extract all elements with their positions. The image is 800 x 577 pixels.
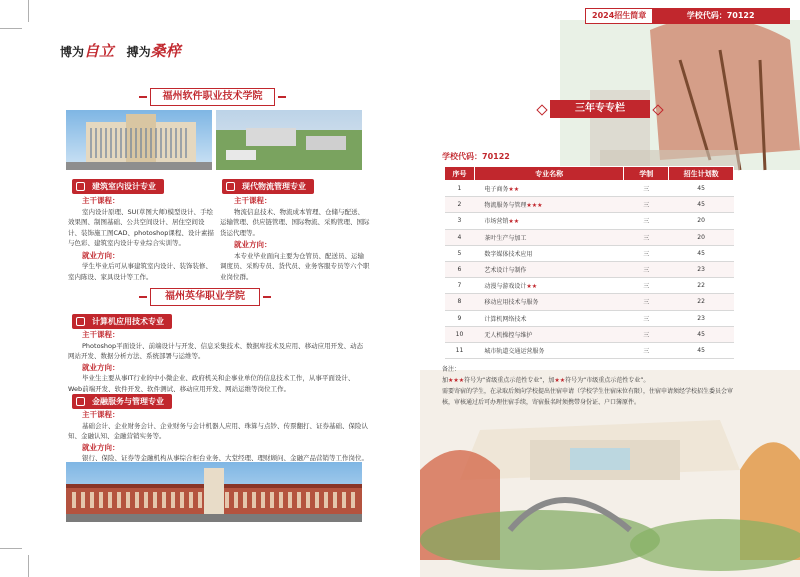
crop-mark: [28, 555, 29, 577]
row-number: 7: [445, 278, 475, 294]
table-row: [445, 213, 734, 229]
right-page: [420, 0, 800, 577]
enrollment-plan: 45: [669, 245, 734, 261]
study-years: 三: [624, 245, 669, 261]
study-years: 三: [624, 213, 669, 229]
book-icon: [76, 182, 85, 191]
slogan: 博为自立 搏为桑梓: [60, 42, 181, 60]
row-number: 9: [445, 310, 475, 326]
row-number: 5: [445, 245, 475, 261]
row-number: 6: [445, 261, 475, 277]
column-header: 学制: [624, 167, 669, 181]
row-number: 11: [445, 342, 475, 358]
table-row: [445, 197, 734, 213]
table-row: [445, 278, 734, 294]
major-name: 物流服务与管理★★★: [474, 197, 623, 213]
major-name: 计算机网络技术: [474, 310, 623, 326]
row-number: 10: [445, 326, 475, 342]
major-name: 动漫与游戏设计★★: [474, 278, 623, 294]
row-number: 8: [445, 294, 475, 310]
coin-icon: [76, 397, 85, 406]
campus-photo-software: [66, 110, 212, 170]
crop-mark: [0, 548, 22, 549]
table-row: [445, 326, 734, 342]
school-code: 学校代码：70122: [442, 152, 510, 161]
row-number: 3: [445, 213, 475, 229]
enrollment-plan: 45: [669, 197, 734, 213]
notes-star-legend: 加★★★符号为“省级重点示范性专业”，加★★符号为“市级重点示范性专业”。: [442, 377, 650, 384]
major-desc-finance: 主干课程： 基础会计、企业财务会计、企业财务与会计机器人应用、珠算与点钞、传票翻打、证券基础、保险认知、金融认知、金融营销实务等。 就业方向： 银行、保险、证券等金融机构从事综合柜台业务、大堂经理、理财顾问、金融产品营销等工作岗位。: [68, 410, 368, 462]
campus-aerial-photo: [216, 110, 362, 170]
major-name: 数字媒体技术应用: [474, 245, 623, 261]
study-years: 三: [624, 229, 669, 245]
campus-photo-yinghua: [66, 462, 362, 522]
study-years: 三: [624, 181, 669, 197]
notes: [442, 364, 742, 408]
table-row: [445, 261, 734, 277]
study-years: 三: [624, 294, 669, 310]
enrollment-plan: 20: [669, 229, 734, 245]
enrollment-plan: 23: [669, 310, 734, 326]
enrollment-plan: 45: [669, 342, 734, 358]
study-years: 三: [624, 261, 669, 277]
study-years: 三: [624, 278, 669, 294]
table-row: [445, 245, 734, 261]
major-name: 城市轨道交通运营服务: [474, 342, 623, 358]
star-rating: ★★: [508, 218, 520, 226]
enrollment-plan: 22: [669, 294, 734, 310]
table-row: [445, 310, 734, 326]
table-row: [445, 342, 734, 358]
major-desc-logistics: 主干课程： 物流信息技术、物流成本管理、仓储与配送、运输管理、供应链管理、国际物流、采购管理、国际货运代理等。 就业方向： 本专业毕业面向主要为仓管员、配送员、运输调度员、采购专员、货代员、业务客服专员等六个职业岗位群。: [220, 196, 370, 281]
major-tag-finance: 金融服务与管理专业: [72, 394, 172, 409]
table-row: [445, 229, 734, 245]
row-number: 4: [445, 229, 475, 245]
table-row: [445, 181, 734, 197]
truck-icon: [226, 182, 235, 191]
study-years: 三: [624, 310, 669, 326]
table-header-row: [445, 167, 734, 181]
enrollment-plan: 45: [669, 326, 734, 342]
crop-mark: [28, 0, 29, 22]
enrollment-table: [444, 166, 734, 359]
row-number: 1: [445, 181, 475, 197]
major-name: 移动应用技术与服务: [474, 294, 623, 310]
column-header: 序号: [445, 167, 475, 181]
major-name: 艺术设计与制作: [474, 261, 623, 277]
enrollment-plan: 45: [669, 181, 734, 197]
computer-icon: [76, 317, 85, 326]
major-tag-interior-design: 建筑室内设计专业: [72, 179, 164, 194]
left-page: [30, 0, 400, 577]
major-desc-computer-app: 主干课程： Photoshop平面设计、前端设计与开发、信息采集技术、数据库技术及应用、移动应用开发、动态网站开发、数据分析方法、系统部署与运维等。 就业方向： 毕业生主要从事IT行业的中小微企业、政府机关和企事业单位的信息技术工作，从事平面设计、Web前端开发、软件开发、软件测试、移动应用开发、网站运维等岗位工作。: [68, 330, 364, 393]
study-years: 三: [624, 326, 669, 342]
enrollment-plan: 22: [669, 278, 734, 294]
star-rating: ★★★: [526, 202, 543, 210]
enrollment-plan: 23: [669, 261, 734, 277]
star-rating: ★★: [526, 283, 538, 291]
college-title-yinghua: 福州英华职业学院: [150, 288, 260, 306]
major-desc-interior-design: 主干课程： 室内设计原理、SU(草图大师)模型设计、手绘效果图、制图基础、公共空间设计、居住空间设计、装饰施工图CAD、photoshop课程、设计素描与色彩、建筑室内设计专业综合实训等。 就业方向： 学生毕业后可从事建筑室内设计、装饰装修、室内陈设、家具设计等工作。: [68, 196, 214, 281]
study-years: 三: [624, 342, 669, 358]
notes-title: 备注：: [442, 366, 461, 373]
major-tag-logistics: 现代物流管理专业: [222, 179, 314, 194]
major-tag-computer-app: 计算机应用技术专业: [72, 314, 172, 329]
major-name: 电子商务★★: [474, 181, 623, 197]
study-years: 三: [624, 197, 669, 213]
major-name: 市场营销★★: [474, 213, 623, 229]
enrollment-plan: 20: [669, 213, 734, 229]
section-title: 三年专专栏: [550, 100, 650, 118]
star-rating: ★★: [508, 186, 520, 194]
enrollment-banner: 2024招生简章 学校代码：70122: [585, 8, 790, 24]
row-number: 2: [445, 197, 475, 213]
table-row: [445, 294, 734, 310]
major-name: 茶叶生产与加工: [474, 229, 623, 245]
major-name: 无人机操控与维护: [474, 326, 623, 342]
notes-dormitory: 需要寄宿的学生，在录取后须向学校提出住宿申请（学校学生住宿床位有限），住宿申请须经学校招生委员会审核，审核通过后可办理住宿手续，寄宿报名时须携带身份证、户口簿原件。: [442, 388, 734, 406]
column-header: 专业名称: [474, 167, 623, 181]
column-header: 招生计划数: [669, 167, 734, 181]
college-title-software: 福州软件职业技术学院: [150, 88, 275, 106]
crop-mark: [0, 28, 22, 29]
